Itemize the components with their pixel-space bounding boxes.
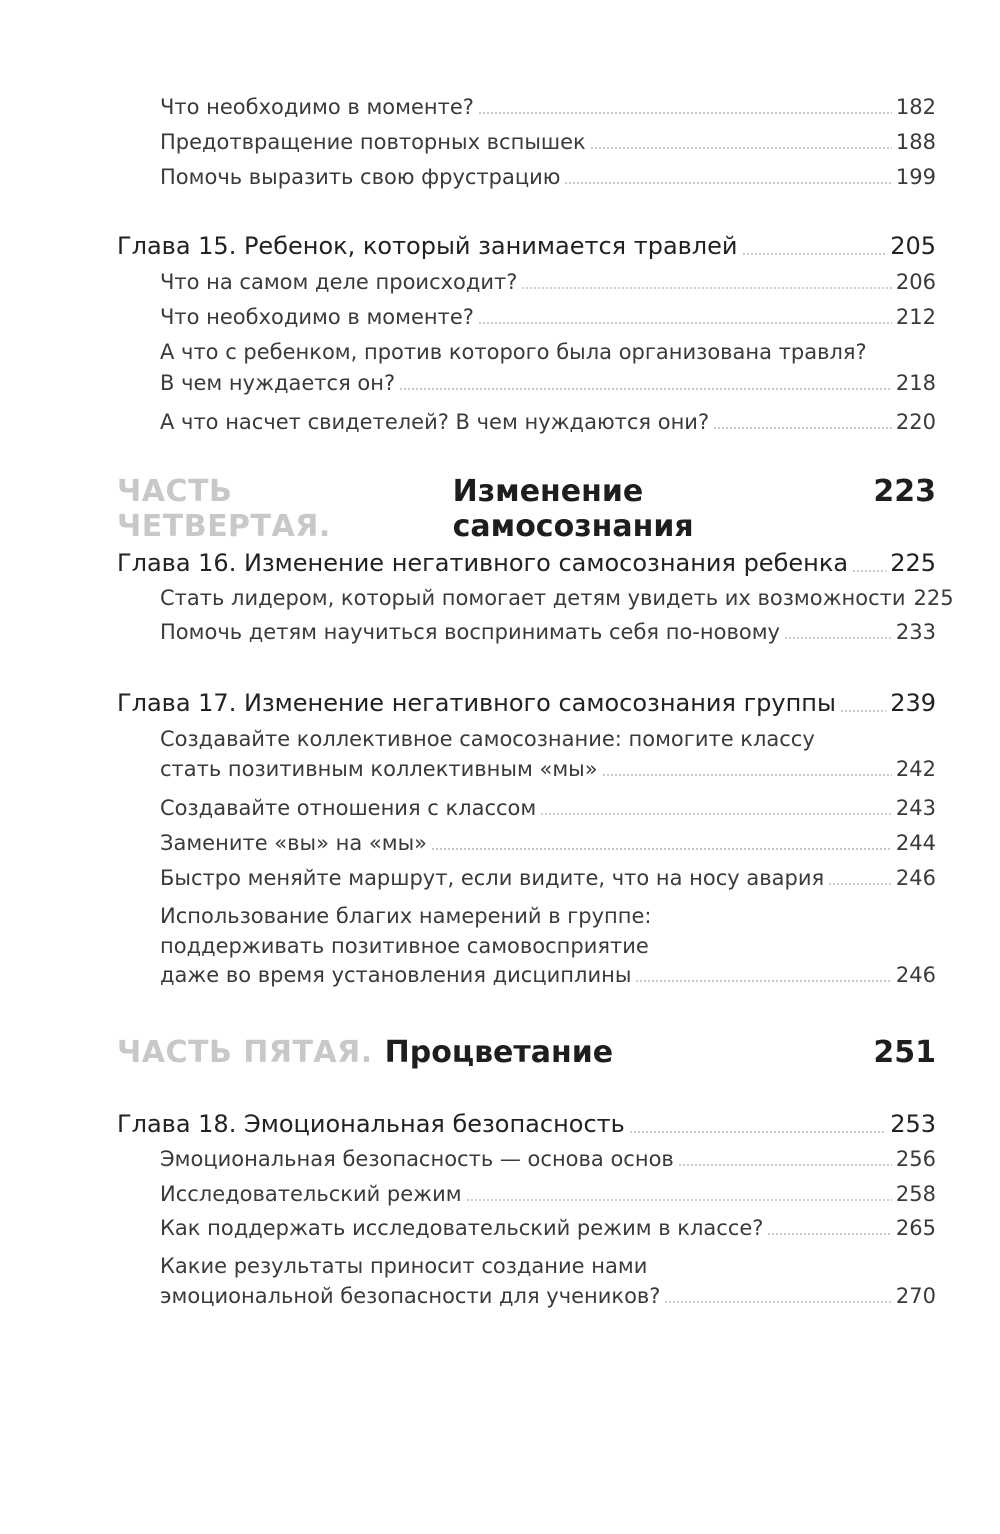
toc-entry-title: Эмоциональная безопасность — основа основ: [160, 1147, 674, 1171]
toc-entry-title-line: А что с ребенком, против которого была организована травля?: [160, 340, 867, 364]
toc-entry: [160, 95, 936, 119]
toc-chapter: [117, 549, 936, 577]
toc-entry-page: 243: [895, 796, 936, 820]
dot-leader: [478, 322, 892, 324]
toc-entry: [160, 796, 936, 820]
toc-entry-page: 220: [895, 410, 936, 434]
dot-leader: [564, 182, 891, 184]
toc-chapter-title: Глава 17. Изменение негативного самосознания группы: [117, 689, 836, 717]
toc-entry-title: Замените «вы» на «мы»: [160, 831, 428, 855]
toc-chapter: [117, 1110, 936, 1138]
toc-entry-title: Что необходимо в моменте?: [160, 305, 474, 329]
toc-entry: [160, 1147, 936, 1171]
toc-entry-title: эмоциональной безопасности для учеников?: [160, 1284, 661, 1308]
toc-entry-page: 244: [895, 831, 936, 855]
toc-entry: [160, 586, 954, 610]
toc-entry-title: Как поддержать исследовательский режим в классе?: [160, 1216, 764, 1240]
dot-leader: [466, 1199, 892, 1201]
dot-leader: [742, 253, 887, 255]
toc-entry-title: Стать лидером, который помогает детям увидеть их возможности: [160, 586, 906, 610]
toc-entry-title: Создавайте отношения с классом: [160, 796, 537, 820]
dot-leader: [629, 1131, 886, 1133]
toc-entry-page: 256: [895, 1147, 936, 1171]
toc-entry: [160, 757, 936, 781]
dot-leader: [399, 388, 892, 390]
part-label: ЧАСТЬ ПЯТАЯ.: [117, 1035, 373, 1070]
dot-leader: [590, 147, 892, 149]
toc-part-heading: [117, 474, 936, 544]
toc-entry: [160, 866, 936, 890]
toc-entry: [160, 620, 936, 644]
toc-entry-title-line: Использование благих намерений в группе:: [160, 904, 652, 928]
toc-entry-page: 270: [895, 1284, 936, 1308]
dot-leader: [664, 1301, 891, 1303]
toc-entry-title-line: Создавайте коллективное самосознание: помогите классу: [160, 727, 815, 751]
toc-entry-title: А что насчет свидетелей? В чем нуждаются они?: [160, 410, 710, 434]
toc-entry-title-line: Какие результаты приносит создание нами: [160, 1254, 648, 1278]
toc-entry-title: Предотвращение повторных вспышек: [160, 130, 586, 154]
toc-entry: [160, 165, 936, 189]
part-title: Изменение самосознания: [452, 474, 694, 544]
dot-leader: [678, 1164, 892, 1166]
toc-entry-page: 246: [895, 866, 936, 890]
dot-leader: [478, 112, 892, 114]
dot-leader: [767, 1233, 891, 1235]
toc-entry: [160, 1284, 936, 1308]
toc-entry: [160, 1182, 936, 1206]
dot-leader: [521, 287, 891, 289]
toc-entry-title: даже во время установления дисциплины: [160, 963, 632, 987]
toc-chapter-title: Глава 15. Ребенок, который занимается травлей: [117, 232, 738, 260]
part-title: Процветание: [384, 1035, 614, 1070]
toc-entry: [160, 963, 936, 987]
toc-entry-page: 218: [895, 371, 936, 395]
toc-entry: [160, 270, 936, 294]
toc-entry-title-line: поддерживать позитивное самовосприятие: [160, 934, 649, 958]
toc-entry-page: 199: [895, 165, 936, 189]
dot-leader: [635, 980, 892, 982]
toc-entry-page: 242: [895, 757, 936, 781]
part-page: 223: [873, 474, 936, 509]
toc-entry-title: Помочь выразить свою фрустрацию: [160, 165, 561, 189]
toc-entry: [160, 410, 936, 434]
toc-entry-title: Что на самом деле происходит?: [160, 270, 518, 294]
toc-entry-title: Быстро меняйте маршрут, если видите, что на носу авария: [160, 866, 825, 890]
toc-entry-page: 246: [895, 963, 936, 987]
part-label: ЧАСТЬ ЧЕТВЕРТАЯ.: [117, 474, 331, 544]
toc-chapter: [117, 689, 936, 717]
dot-leader: [540, 813, 892, 815]
dot-leader: [431, 848, 892, 850]
toc-chapter: [117, 232, 936, 260]
toc-entry: [160, 1216, 936, 1240]
dot-leader: [852, 570, 886, 572]
toc-chapter-title: Глава 16. Изменение негативного самосознания ребенка: [117, 549, 849, 577]
toc-entry-page: 233: [895, 620, 936, 644]
dot-leader: [713, 427, 892, 429]
toc-entry-page: 258: [895, 1182, 936, 1206]
toc-entry-title: Исследовательский режим: [160, 1182, 462, 1206]
toc-entry-title: В чем нуждается он?: [160, 371, 396, 395]
toc-entry: [160, 130, 936, 154]
dot-leader: [840, 710, 886, 712]
toc-entry: [160, 831, 936, 855]
toc-entry-title: стать позитивным коллективным «мы»: [160, 757, 598, 781]
toc-entry-title: Помочь детям научиться воспринимать себя по-новому: [160, 620, 780, 644]
dot-leader: [602, 774, 892, 776]
toc-entry-title: Что необходимо в моменте?: [160, 95, 474, 119]
toc-chapter-page: 225: [890, 549, 936, 577]
toc-chapter-title: Глава 18. Эмоциональная безопасность: [117, 1110, 625, 1138]
toc-entry-page: 188: [895, 130, 936, 154]
toc-entry: [160, 371, 936, 395]
dot-leader: [828, 883, 892, 885]
toc-part-heading: [117, 1035, 936, 1070]
toc-chapter-page: 253: [890, 1110, 936, 1138]
toc-entry-page: 182: [895, 95, 936, 119]
toc-entry-page: 225: [913, 586, 954, 610]
toc-chapter-page: 239: [890, 689, 936, 717]
toc-entry-page: 212: [895, 305, 936, 329]
toc-entry: [160, 305, 936, 329]
part-page: 251: [873, 1035, 936, 1070]
toc-chapter-page: 205: [890, 232, 936, 260]
toc-entry-page: 265: [895, 1216, 936, 1240]
dot-leader: [784, 637, 892, 639]
toc-entry-page: 206: [895, 270, 936, 294]
